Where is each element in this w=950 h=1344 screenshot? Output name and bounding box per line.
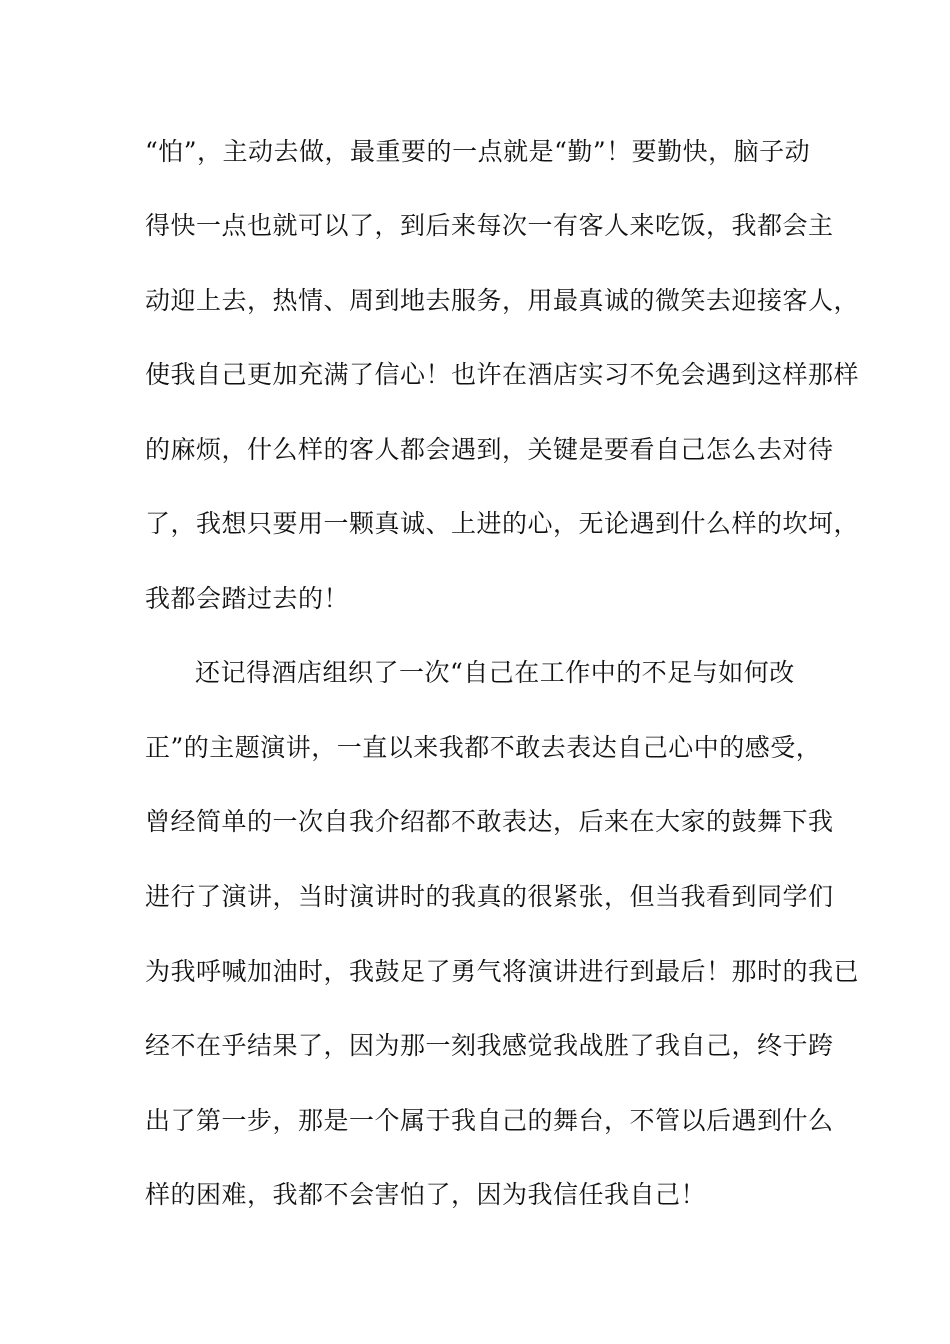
text-line-6: 了，我想只要用一颗真诚、上进的心，无论遇到什么样的坎坷， [145, 509, 860, 538]
text-line-15: 样的困难，我都不会害怕了，因为我信任我自己！ [145, 1180, 707, 1209]
text-line-5: 的麻烦，什么样的客人都会遇到，关键是要看自己怎么去对待 [145, 435, 834, 464]
text-line-1: “怕”，主动去做，最重要的一点就是“勤”！要勤快，脑子动 [145, 137, 811, 166]
text-line-13: 经不在乎结果了，因为那一刻我感觉我战胜了我自己，终于跨 [145, 1031, 834, 1060]
text-line-12: 为我呼喊加油时，我鼓足了勇气将演讲进行到最后！那时的我已 [145, 957, 860, 986]
text-line-2: 得快一点也就可以了，到后来每次一有客人来吃饭，我都会主 [145, 211, 834, 240]
text-line-9: 正”的主题演讲，一直以来我都不敢去表达自己心中的感受， [145, 733, 822, 762]
text-line-10: 曾经简单的一次自我介绍都不敢表达，后来在大家的鼓舞下我 [145, 807, 834, 836]
text-line-4: 使我自己更加充满了信心！也许在酒店实习不免会遇到这样那样 [145, 360, 860, 389]
text-line-7: 我都会踏过去的！ [145, 584, 350, 613]
text-line-3: 动迎上去，热情、周到地去服务，用最真诚的微笑去迎接客人， [145, 286, 860, 315]
text-line-14: 出了第一步，那是一个属于我自己的舞台，不管以后遇到什么 [145, 1106, 834, 1135]
text-line-8: 还记得酒店组织了一次“自己在工作中的不足与如何改 [195, 658, 795, 687]
text-line-11: 进行了演讲，当时演讲时的我真的很紧张，但当我看到同学们 [145, 882, 834, 911]
